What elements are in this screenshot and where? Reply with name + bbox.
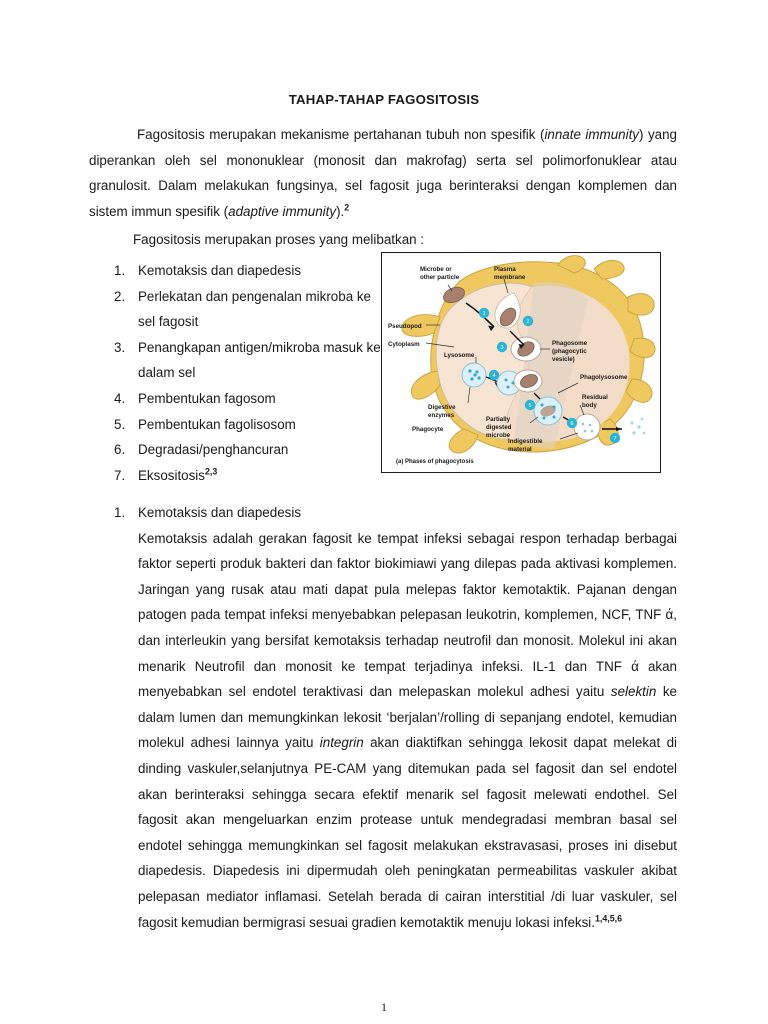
list-item-number: 3. <box>114 339 126 355</box>
phagocytosis-diagram-svg <box>382 253 659 471</box>
label-microbe-line2: other particle <box>420 274 460 281</box>
residual-body-vesicle <box>574 414 600 440</box>
label-phagocyte: Phagocyte <box>412 426 444 433</box>
intro-italic-innate-immunity: innate immunity <box>544 127 639 142</box>
page-number-footer: 1 <box>381 1000 387 1014</box>
label-residual-body-line1: Residual <box>582 394 608 401</box>
step-marker-6: 6 <box>570 421 574 427</box>
label-plasma-membrane-line1: Plasma <box>494 266 516 273</box>
section-1-italic-selektin: selektin <box>610 684 657 700</box>
list-item <box>114 463 382 489</box>
label-residual-body-line2: body <box>582 402 597 409</box>
list-item <box>114 386 382 412</box>
label-indigestible-line1: Indigestible <box>508 438 543 445</box>
list-item-number: 4. <box>114 390 126 406</box>
step-marker-2: 2 <box>526 319 530 325</box>
list-item-label: Degradasi/penghancuran <box>138 442 289 458</box>
list-item-label: Pembentukan fagosom <box>138 390 276 406</box>
partially-digested-microbe-vesicle <box>534 397 562 425</box>
label-digestive-enzymes-line1: Digestive <box>428 404 456 411</box>
list-item-number: 1. <box>114 263 126 278</box>
phagocytosis-steps-list <box>114 258 382 488</box>
section-1-body-part-c: akan diaktifkan sehingga lekosit dapat melekat di dinding vaskuler,selanjutnya PE-CAM yang ditemukan pada sel fagosit dan sel endotel akan berinteraksi sehingga secara efektif menarik sel fagosit melewati endothel. Sel fagosit akan mengeluarkan enzim protease untuk mendegradasi membran basal sel endotel sehingga memungkinkan sel fagosit melakukan ekstravasasi, proses ini disebut diapedesis. Diapedesis ini dipermudah oleh peningkatan permeabilitas vaskuler akibat pelepasan mediator inflamasi. Setelah berada di cairan interstitial /di luar vaskuler, sel fagosit kemudian bermigrasi sesuai gradien kemotaktik menuju lokasi infeksi. <box>138 735 677 930</box>
intro-text-part1: Fagositosis merupakan mekanisme pertahanan tubuh non spesifik ( <box>137 127 545 142</box>
section-1-body-part-a: Kemotaksis adalah gerakan fagosit ke tempat infeksi sebagai respon terhadap berbagai faktor seperti produk bakteri dan faktor biokimiawi yang dilepas pada aktivasi komplemen. Jaringan yang rusak atau mati dapat pula melepas faktor kemotaktik. Pajanan dengan patogen pada tempat infeksi menyebabkan pelepasan leukotrin, komplemen, NCF, TNF ά, dan interleukin yang bersifat kemotaksis terhadap neutrofil dan monosit. Molekul ini akan menarik Neutrofil dan monosit ke tempat terjadinya infeksi. IL-1 dan TNF ά akan menyebabkan sel endotel teraktivasi dan melepaskan molekul adhesi yaitu <box>138 530 677 700</box>
list-item-number: 2. <box>114 288 126 304</box>
section-1-body <box>138 526 677 936</box>
label-digestive-enzymes-line2: enzymes <box>428 412 455 419</box>
intro-text-part2: ) yang diperankan oleh sel mononuklear (monosit dan makrofag) serta sel polimorfonuklear atau granulosit. Dalam melakukan fungsinya, sel fagosit juga berinteraksi dengan komplemen dan sistem immun spesifik ( <box>89 127 677 219</box>
section-1-italic-integrin: integrin <box>319 735 364 751</box>
list-item <box>114 335 382 386</box>
intro-text-part3: ). <box>336 203 345 219</box>
list-item-label: Kemotaksis dan diapedesis <box>138 263 302 278</box>
step-marker-4: 4 <box>492 373 496 379</box>
section-1-number: 1. <box>114 505 126 520</box>
label-cytoplasm: Cytoplasm <box>388 341 420 348</box>
section-1-body-part-b: ke dalam lumen dan memungkinkan lekosit ‘berjalan’/rolling di sepanjang endotel, kemudian molekul adhesi lainnya yaitu <box>138 684 677 751</box>
list-item-citation: 2,3 <box>204 466 218 477</box>
list-lead-in-text: Fagositosis merupakan proses yang melibatkan : <box>133 232 425 247</box>
label-plasma-membrane-line2: membrane <box>494 274 526 281</box>
list-item-label: Penangkapan antigen/mikroba masuk ke dalam sel <box>138 339 381 381</box>
phagosome-vesicle <box>511 337 541 361</box>
list-item <box>114 284 382 335</box>
section-1-heading <box>114 500 677 526</box>
list-item-label: Pembentukan fagolisosom <box>138 416 296 432</box>
list-item <box>114 258 382 284</box>
label-partially-line1: Partially <box>486 416 511 423</box>
section-1-title: Kemotaksis dan diapedesis <box>138 505 302 520</box>
step-marker-5: 5 <box>528 403 532 409</box>
intro-italic-adaptive-immunity: adaptive immunity <box>228 203 337 219</box>
label-lysosome: Lysosome <box>444 352 475 359</box>
list-item-label: Eksositosis <box>138 467 205 483</box>
lysosome-vesicle <box>462 363 486 387</box>
list-item <box>114 412 382 438</box>
label-phagolysosome: Phagolysosome <box>580 374 628 381</box>
figure-caption: (a) Phases of phagocytosis <box>396 459 474 465</box>
label-partially-line3: microbe <box>486 432 511 439</box>
section-1-citation: 1,4,5,6 <box>595 913 622 924</box>
phagocytosis-diagram-figure <box>381 252 661 473</box>
step-marker-3: 3 <box>500 345 504 351</box>
label-microbe-line1: Microbe or <box>420 266 452 273</box>
page-title: TAHAP-TAHAP FAGOSITOSIS <box>288 92 480 107</box>
label-partially-line2: digested <box>486 424 512 431</box>
label-phagosome-line2: (phagocytic <box>552 348 587 355</box>
list-item-number: 7. <box>114 467 126 483</box>
step-marker-1: 1 <box>482 311 486 317</box>
label-indigestible-line2: material <box>508 446 532 453</box>
intro-citation: 2 <box>344 202 350 213</box>
list-item-number: 5. <box>114 416 126 432</box>
list-item-label: Perlekatan dan pengenalan mikroba ke sel fagosit <box>138 288 372 330</box>
label-pseudopod: Pseudopod <box>388 323 422 330</box>
label-phagosome-line3: vesicle) <box>552 356 575 363</box>
intro-paragraph <box>89 122 677 224</box>
step-marker-7: 7 <box>613 436 617 442</box>
list-item <box>114 437 382 463</box>
label-phagosome-line1: Phagosome <box>552 340 588 347</box>
section-1 <box>114 500 677 935</box>
list-item-number: 6. <box>114 442 126 458</box>
